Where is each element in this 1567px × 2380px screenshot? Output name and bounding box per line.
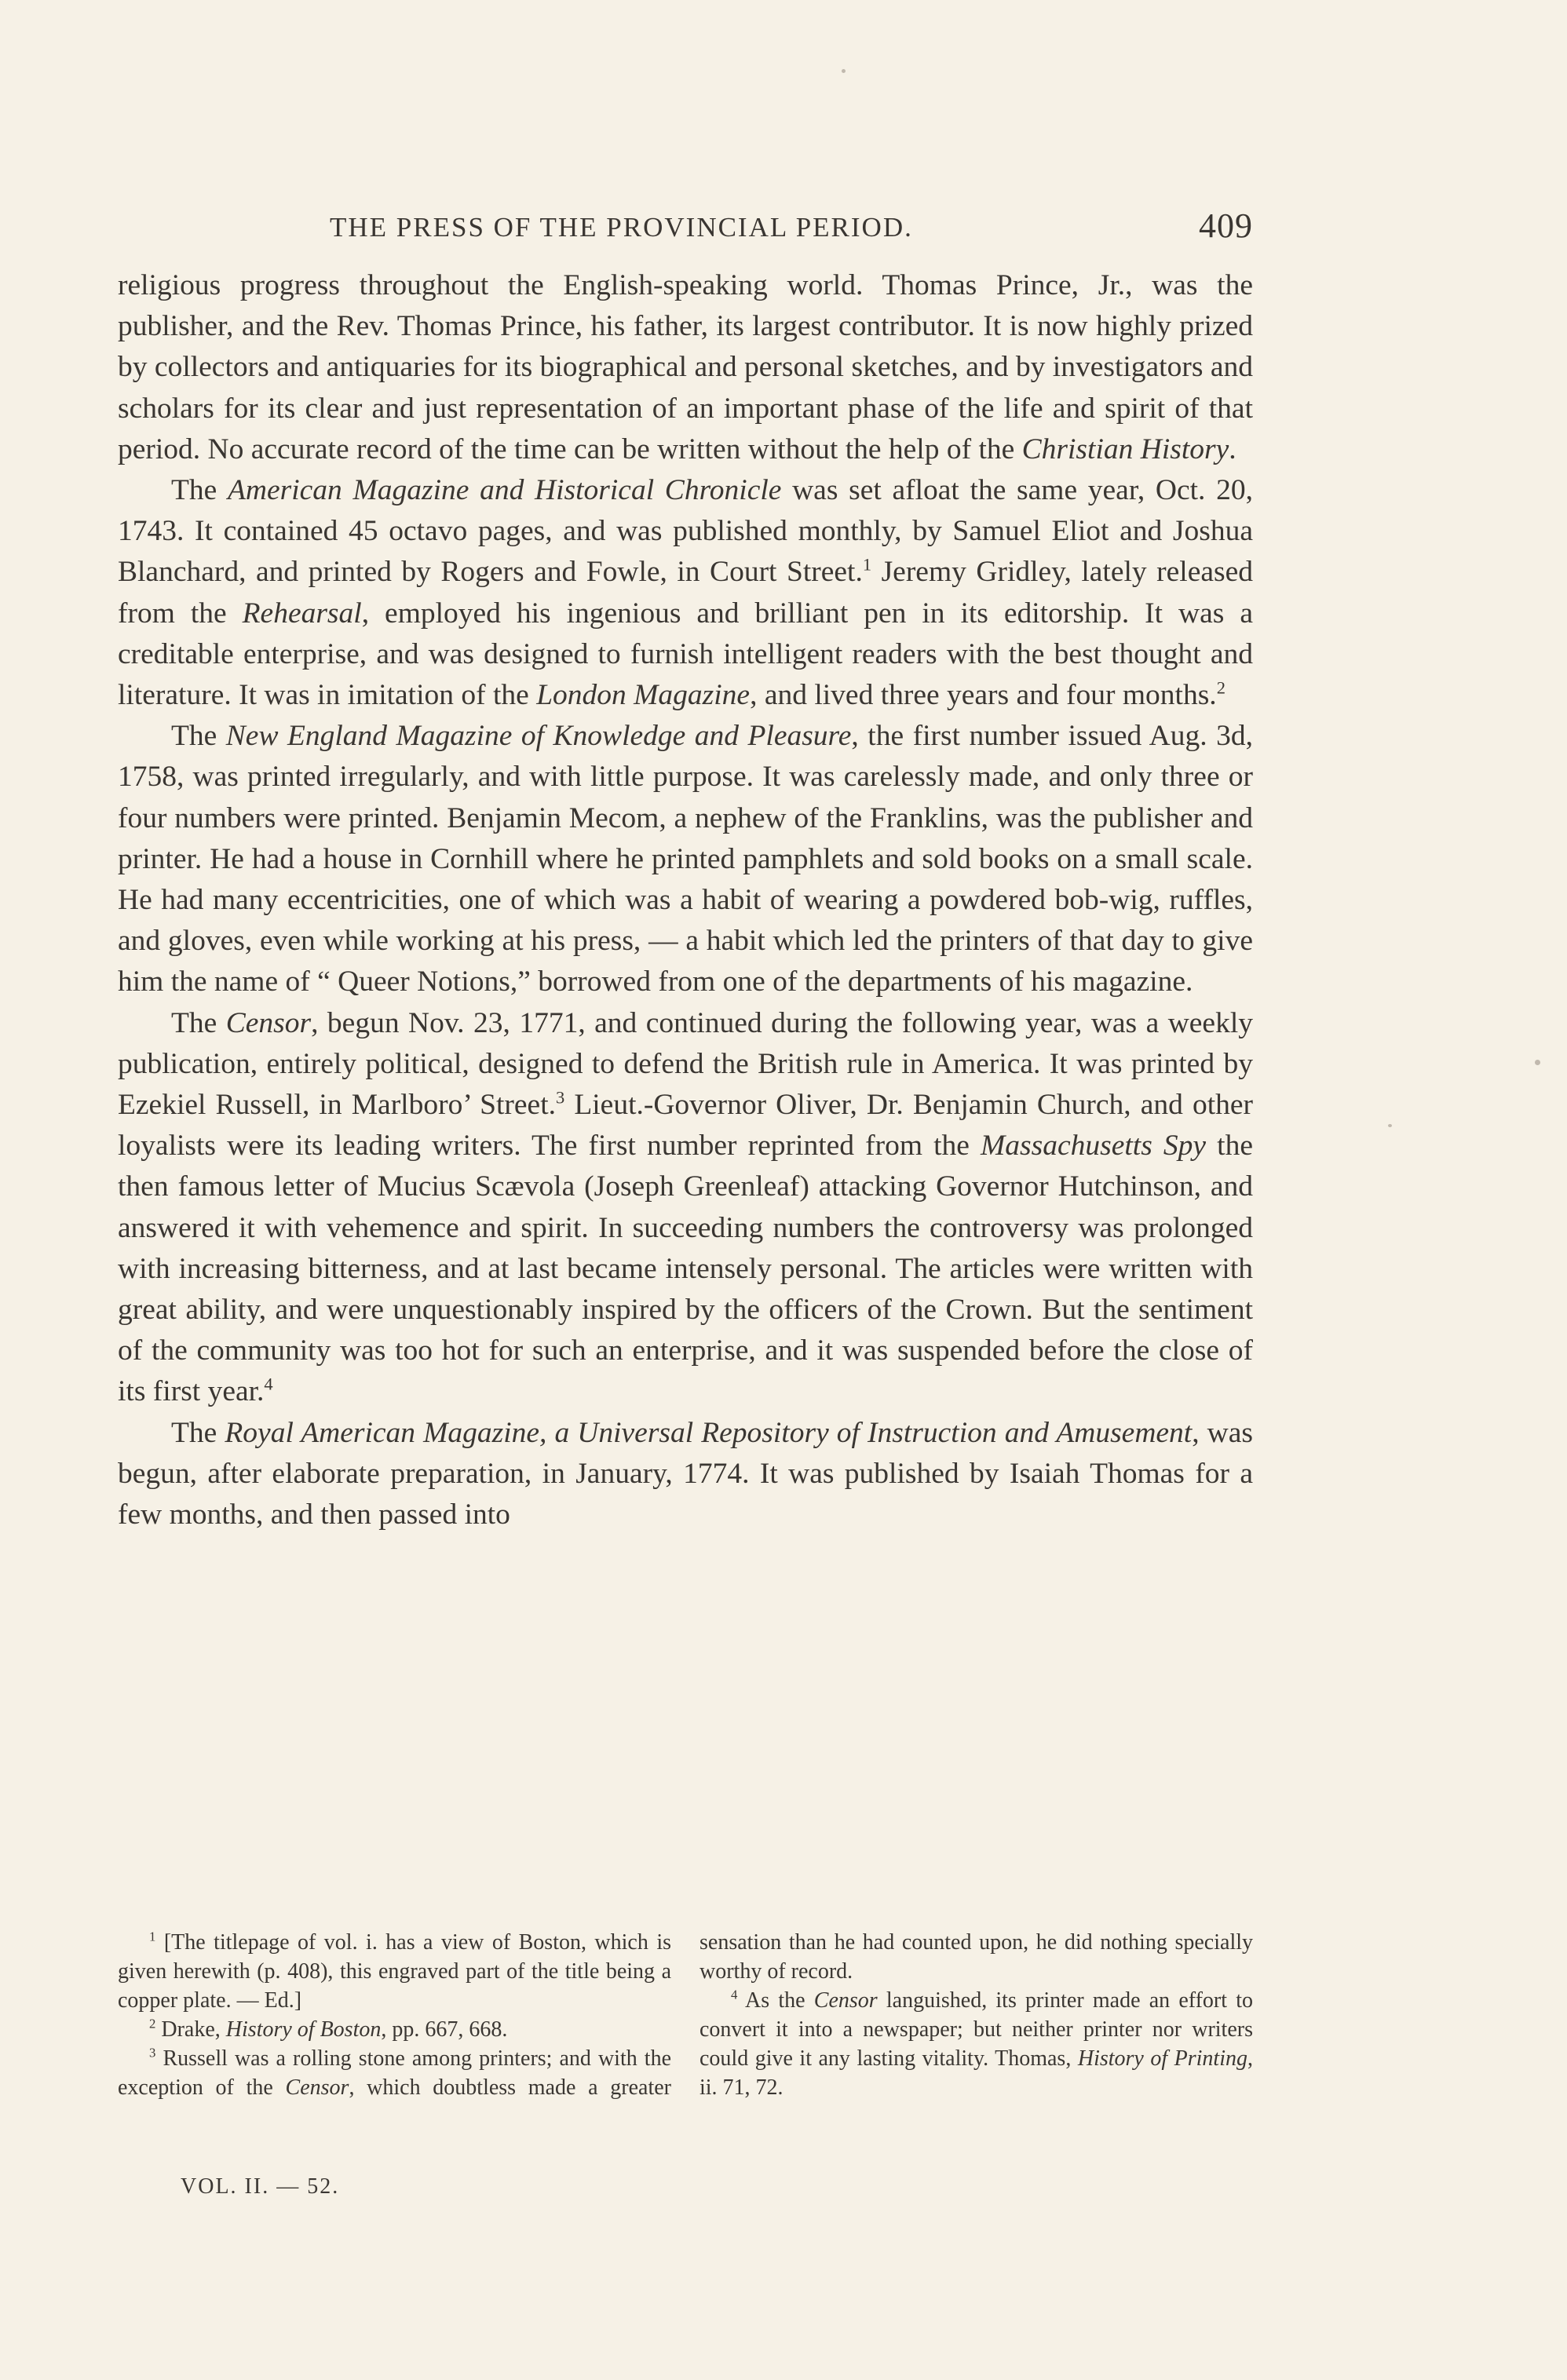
text-run: , begun Nov. 23, 1771, and continued during the following year, was a weekly publication, entirely political, designed to defend the British rule in America. It was printed by Ezekiel Russell, in Marlboro’ Street. <box>118 1006 1253 1122</box>
text-run: . <box>1229 433 1236 465</box>
italic-title: History of Printing <box>1077 2046 1247 2071</box>
italic-title: American Magazine and Historical Chronicle <box>228 474 782 507</box>
footnote-text: , ii. 71, 72. <box>699 2046 1253 2100</box>
body-text <box>118 265 1253 1535</box>
text-run: The <box>171 720 226 753</box>
italic-title: Christian History <box>1021 433 1229 465</box>
italic-title: Massachusetts Spy <box>981 1130 1207 1163</box>
text-run: religious progress throughout the English-speaking world. Thomas Prince, Jr., was the publisher, and the Rev. Thomas Prince, his father, its largest contributor. It is now highly prized by collectors and antiquaries for its biographical and personal sketches, and by investigators and scholars for its clear and just representation of an important phase of the life and spirit of that period. No accurate record of the time can be written without the help of the <box>118 269 1253 465</box>
footnote-mark: 1 <box>149 1929 156 1944</box>
footnote-text: Russell was a rolling stone among printers; and with the exception of the <box>118 2046 671 2100</box>
text-run: was set afloat the same year, Oct. 20, 1743. It contained 45 octavo pages, and was published monthly, by Samuel Eliot and Joshua Blanchard, and printed by Rogers and Fowle, in Court Street. <box>118 474 1253 589</box>
footnote-ref: 3 <box>556 1087 565 1108</box>
page-header <box>118 206 1253 250</box>
page-number: 409 <box>1199 206 1253 245</box>
footnote-text: As the <box>737 1988 814 2013</box>
volume-signature: VOL. II. — 52. <box>181 2174 340 2199</box>
text-run: , the first number issued Aug. 3d, 1758, was printed irregularly, and with little purpose. It was carelessly made, and only three or four numbers were printed. Benjamin Mecom, a nephew of the Franklins, was the publisher and printer. He had a house in Cornhill where he printed pamphlets and sold books on a small scale. He had many eccentricities, one of which was a habit of wearing a powdered bob-wig, ruffles, and gloves, even while working at his press, — a habit which led the printers of that day to give him the name of “ Queer Notions,” borrowed from one of the departments of his magazine. <box>118 720 1253 998</box>
italic-title: Censor <box>285 2075 349 2100</box>
text-run: The <box>171 1416 225 1449</box>
footnote-text: , pp. 667, 668. <box>381 2017 508 2042</box>
footnote-mark: 4 <box>731 1987 738 2002</box>
italic-title: Rehearsal <box>242 597 362 630</box>
paragraph <box>118 1413 1253 1536</box>
italic-title: History of Boston <box>225 2017 382 2042</box>
paragraph <box>118 716 1253 1002</box>
text-run: , and lived three years and four months. <box>750 679 1217 712</box>
text-run: The <box>171 1006 226 1039</box>
text-run: , was begun, after elaborate preparation, in January, 1774. It was published by Isaiah Thomas for a few months, and then passed into <box>118 1416 1253 1531</box>
italic-title: London Magazine <box>536 679 751 712</box>
text-run: Lieut.-Governor Oliver, Dr. Benjamin Church, and other loyalists were its leading writers. The first number reprinted from the <box>118 1089 1253 1163</box>
italic-title: Censor <box>225 1006 312 1039</box>
running-head: THE PRESS OF THE PROVINCIAL PERIOD. <box>330 212 913 243</box>
footnote-mark: 3 <box>149 2045 156 2061</box>
footnote-ref: 1 <box>862 554 872 575</box>
footnotes <box>118 1928 1253 2102</box>
paragraph <box>118 470 1253 716</box>
footnote-ref: 2 <box>1216 677 1225 698</box>
italic-title: Royal American Magazine, a Universal Repository of Instruction and Amusement <box>225 1416 1193 1449</box>
footnote-text: , which doubtless made a greater sensation than he had counted upon, he did nothing specially worthy of record. <box>349 1930 1253 2100</box>
footnote-mark: 2 <box>149 2016 156 2031</box>
footnote-1 <box>118 1928 671 2015</box>
footnote-4 <box>699 1986 1253 2102</box>
italic-title: New England Magazine of Knowledge and Pleasure <box>225 720 852 753</box>
ink-speck <box>1388 1124 1392 1127</box>
footnote-ref: 4 <box>264 1374 273 1394</box>
text-run: , employed his ingenious and brilliant pen in its editorship. It was a creditable enterprise, and was designed to furnish intelligent readers with the best thought and literature. It was in imitation of the <box>118 597 1253 712</box>
ink-speck <box>842 69 846 73</box>
text-run: The <box>171 474 228 507</box>
italic-title: Censor <box>813 1988 878 2013</box>
footnote-text: [The titlepage of vol. i. has a view of Boston, which is given herewith (p. 408), this engraved part of the title being a copper plate. — Ed.] <box>118 1930 671 2013</box>
footnote-2 <box>118 2015 671 2044</box>
ink-speck <box>1535 1060 1540 1065</box>
text-run: Jeremy Gridley, lately released from the <box>118 556 1253 630</box>
text-run: the then famous letter of Mucius Scævola (Joseph Greenleaf) attacking Governor Hutchinson, and answered it with vehemence and spirit. In succeeding numbers the controversy was prolonged with increasing bitterness, and at last became intensely personal. The articles were written with great ability, and were unquestionably inspired by the officers of the Crown. But the sentiment of the community was too hot for such an enterprise, and it was suspended before the close of its first year. <box>118 1130 1253 1408</box>
footnote-text: Drake, <box>155 2017 226 2042</box>
paragraph <box>118 265 1253 470</box>
paragraph <box>118 1003 1253 1413</box>
footnote-text: languished, its printer made an effort to convert it into a newspaper; but neither printer nor writers could give it any lasting vitality. Thomas, <box>699 1988 1254 2071</box>
